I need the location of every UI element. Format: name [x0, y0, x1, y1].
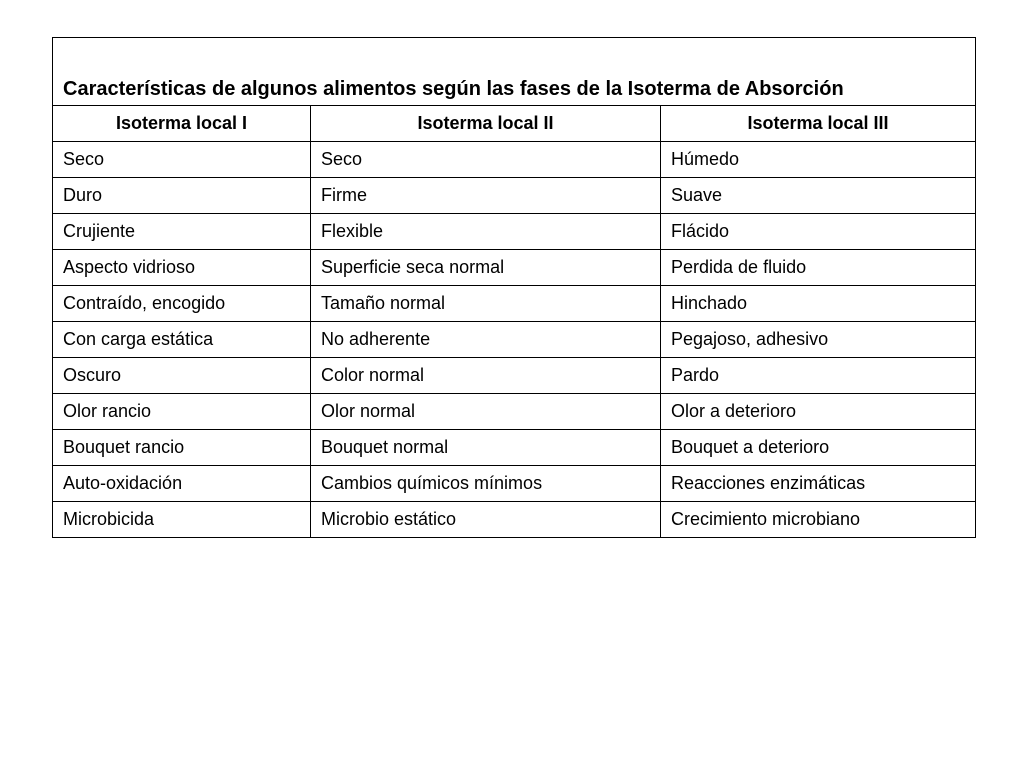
- table-cell: Bouquet normal: [311, 430, 661, 466]
- table-title: Características de algunos alimentos según las fases de la Isoterma de Absorción: [53, 38, 976, 106]
- table-row: [53, 466, 976, 502]
- table-cell: Reacciones enzimáticas: [661, 466, 976, 502]
- table-cell: Microbio estático: [311, 502, 661, 538]
- table-cell: No adherente: [311, 322, 661, 358]
- table-cell: Olor rancio: [53, 394, 311, 430]
- table-row: [53, 358, 976, 394]
- table-cell: Firme: [311, 178, 661, 214]
- table-cell: Auto-oxidación: [53, 466, 311, 502]
- table-row: [53, 430, 976, 466]
- table-header-row: [53, 106, 976, 142]
- table-cell: Suave: [661, 178, 976, 214]
- table-cell: Bouquet rancio: [53, 430, 311, 466]
- table-body: [53, 142, 976, 538]
- table-cell: Con carga estática: [53, 322, 311, 358]
- table-cell: Crujiente: [53, 214, 311, 250]
- table-cell: Microbicida: [53, 502, 311, 538]
- table-cell: Tamaño normal: [311, 286, 661, 322]
- table-cell: Duro: [53, 178, 311, 214]
- table-cell: Seco: [311, 142, 661, 178]
- table-row: [53, 142, 976, 178]
- table-row: [53, 250, 976, 286]
- table-cell: Color normal: [311, 358, 661, 394]
- table-row: [53, 178, 976, 214]
- characteristics-table: [52, 37, 976, 538]
- table-cell: Pegajoso, adhesivo: [661, 322, 976, 358]
- characteristics-table-container: [52, 37, 975, 538]
- table-row: [53, 502, 976, 538]
- table-cell: Cambios químicos mínimos: [311, 466, 661, 502]
- column-header: Isoterma local I: [53, 106, 311, 142]
- table-cell: Oscuro: [53, 358, 311, 394]
- table-cell: Húmedo: [661, 142, 976, 178]
- table-cell: Hinchado: [661, 286, 976, 322]
- table-cell: Contraído, encogido: [53, 286, 311, 322]
- table-cell: Perdida de fluido: [661, 250, 976, 286]
- table-cell: Crecimiento microbiano: [661, 502, 976, 538]
- table-row: [53, 286, 976, 322]
- table-cell: Olor a deterioro: [661, 394, 976, 430]
- table-row: [53, 394, 976, 430]
- table-cell: Olor normal: [311, 394, 661, 430]
- table-cell: Seco: [53, 142, 311, 178]
- table-cell: Bouquet a deterioro: [661, 430, 976, 466]
- table-cell: Aspecto vidrioso: [53, 250, 311, 286]
- table-row: [53, 214, 976, 250]
- table-row: [53, 322, 976, 358]
- table-cell: Superficie seca normal: [311, 250, 661, 286]
- table-cell: Pardo: [661, 358, 976, 394]
- column-header: Isoterma local II: [311, 106, 661, 142]
- table-title-row: [53, 38, 976, 106]
- table-cell: Flácido: [661, 214, 976, 250]
- table-cell: Flexible: [311, 214, 661, 250]
- column-header: Isoterma local III: [661, 106, 976, 142]
